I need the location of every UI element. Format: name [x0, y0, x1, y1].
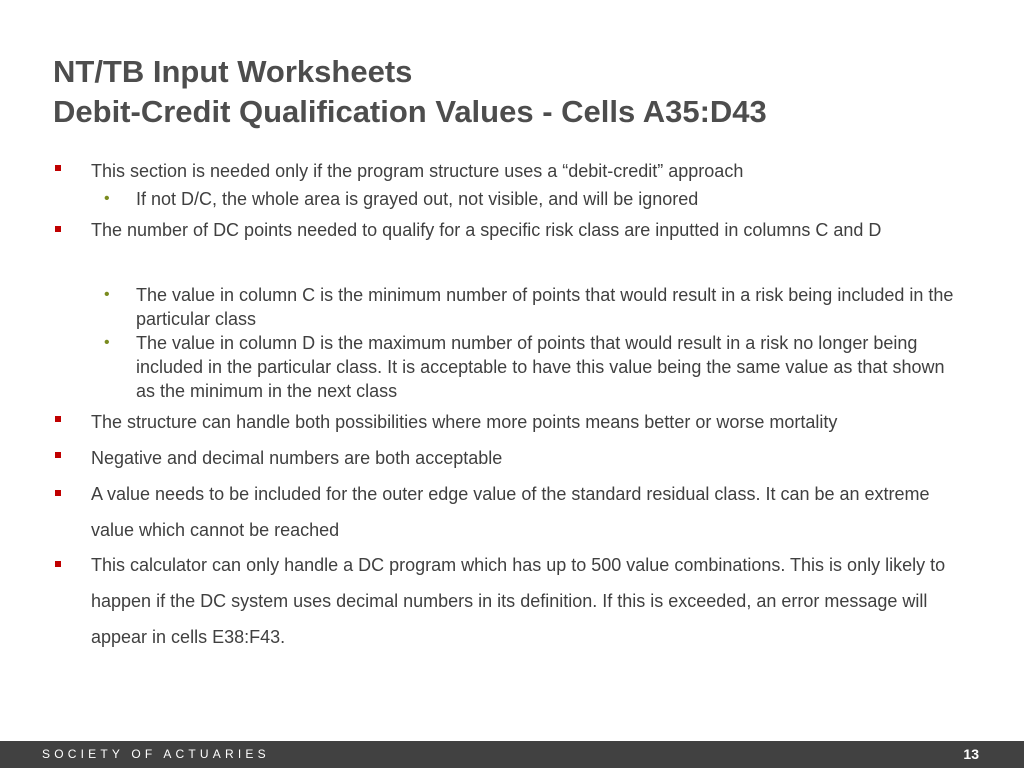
bullet-item-3 — [91, 410, 971, 434]
bullet-text: This section is needed only if the program structure uses a “debit-credit” approach — [91, 161, 744, 181]
bullet-item-4 — [91, 446, 971, 470]
red-square-bullet-icon — [55, 561, 61, 567]
bullet-item-1 — [91, 159, 971, 183]
bullet-item-6 — [91, 547, 971, 655]
footer-brand-text: SOCIETY OF ACTUARIES — [42, 747, 270, 761]
bullet-text: The structure can handle both possibilities where more points means better or worse mortality — [91, 412, 838, 432]
dot-bullet-icon: • — [104, 286, 110, 303]
title-line-2: Debit-Credit Qualification Values - Cells A35:D43 — [53, 94, 767, 129]
sub-bullet-item-1-1 — [104, 187, 966, 211]
dot-bullet-icon: • — [104, 334, 110, 351]
red-square-bullet-icon — [55, 416, 61, 422]
bullet-text: This calculator can only handle a DC program which has up to 500 value combinations. This is only likely to happen if the DC system uses decimal numbers in its definition. If this is exceeded, an error message will appear in cells E38:F43. — [91, 555, 946, 647]
footer-bar — [0, 741, 1024, 768]
bullet-item-5 — [91, 476, 971, 548]
sub-bullet-text: If not D/C, the whole area is grayed out, not visible, and will be ignored — [136, 189, 699, 209]
bullet-text: Negative and decimal numbers are both acceptable — [91, 448, 503, 468]
sub-bullet-text: The value in column C is the minimum number of points that would result in a risk being included in the particular class — [136, 285, 954, 329]
red-square-bullet-icon — [55, 226, 61, 232]
sub-bullet-item-2-1 — [104, 283, 966, 331]
bullet-text: The number of DC points needed to qualify for a specific risk class are inputted in columns C and D — [91, 220, 882, 240]
sub-bullet-item-2-2 — [104, 331, 966, 403]
red-square-bullet-icon — [55, 165, 61, 171]
dot-bullet-icon: • — [104, 190, 110, 207]
bullet-item-2 — [91, 212, 971, 248]
bullet-text: A value needs to be included for the outer edge value of the standard residual class. It can be an extreme value which cannot be reached — [91, 484, 930, 540]
title-line-1: NT/TB Input Worksheets — [53, 54, 413, 89]
red-square-bullet-icon — [55, 452, 61, 458]
page-number: 13 — [963, 746, 979, 762]
sub-bullet-text: The value in column D is the maximum number of points that would result in a risk no longer being included in the particular class. It is acceptable to have this value being the same value as that shown as the minimum in the next class — [136, 333, 945, 401]
red-square-bullet-icon — [55, 490, 61, 496]
